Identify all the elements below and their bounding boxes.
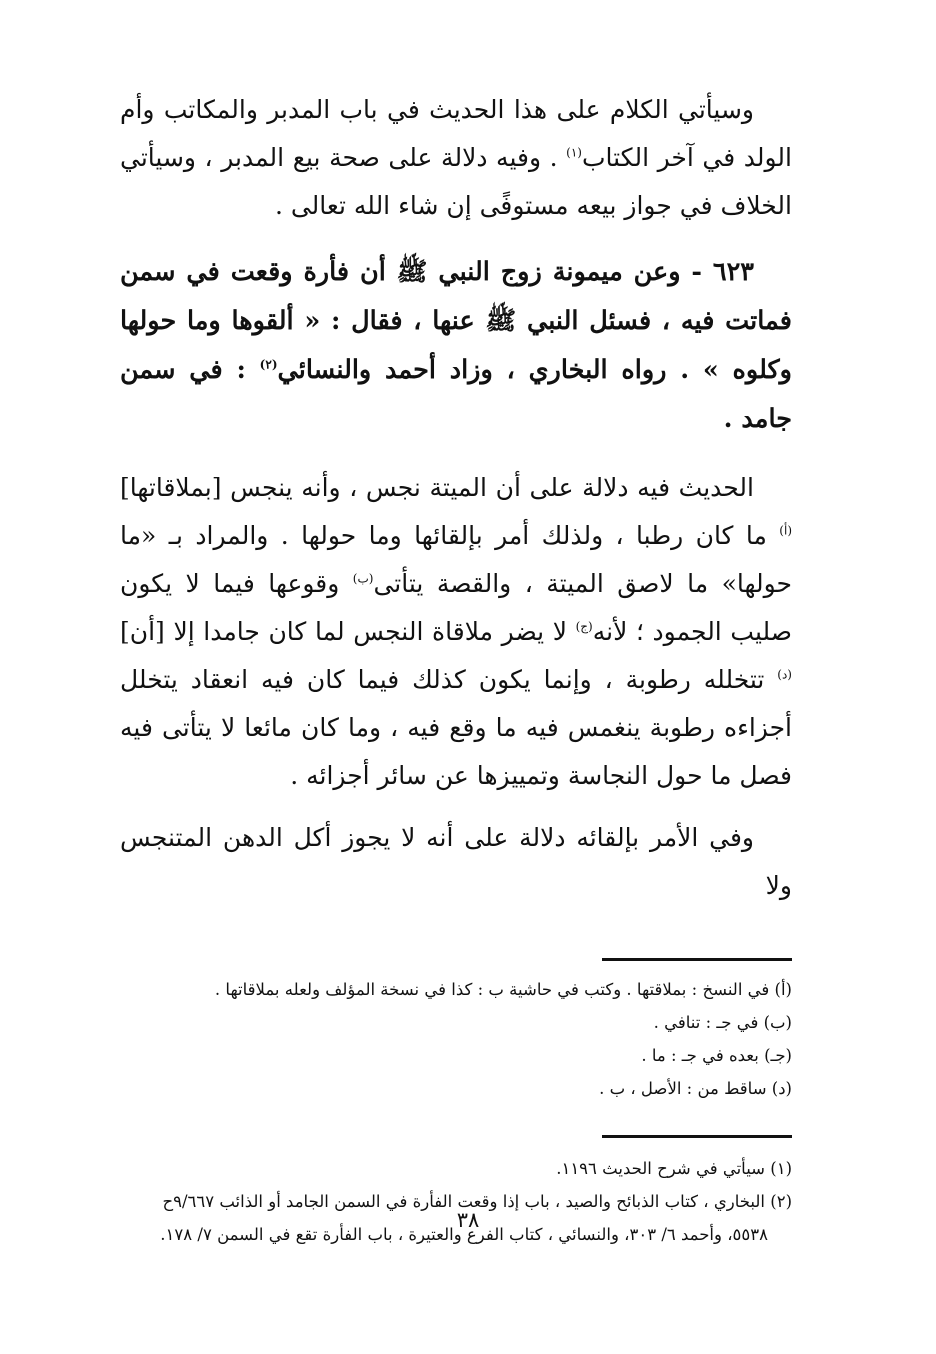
paragraph-text: تتخلله رطوبة ، وإنما يكون كذلك فيما كان فيه انعقاد يتخلل أجزاءه رطوبة ينغمس فيه ما وقع فيه ، وما كان مائعا لا يتأتى فيه فصل ما حول النجاسة وتمييزها عن سائر أجزائه .: [120, 665, 792, 790]
variant-note: (د) ساقط من : الأصل ، ب .: [599, 1079, 792, 1098]
footnote-divider: [602, 1135, 792, 1138]
variant-note: (ب) في جـ : تنافي .: [653, 1013, 792, 1032]
paragraph-text: لا يضر ملاقاة النجس لما كان جامدا إلا [أن]: [120, 617, 576, 646]
source-note-continuation: ٥٥٣٨، وأحمد ٦/ ٣٠٣، والنسائي ، كتاب الفرع والعتيرة ، باب الفأرة تقع في السمن ٧/ ١٧٨.: [160, 1225, 768, 1244]
variant-note: (أ) في النسخ : بملاقتها . وكتب في حاشية ب : كذا في نسخة المؤلف ولعله بملاقاتها .: [214, 980, 792, 999]
commentary-paragraph-2: [120, 464, 792, 800]
hadith-body: ٦٢٣ - وعن ميمونة زوج النبي ﷺ أن فأرة وقعت في سمن فماتت فيه ، فسئل النبي ﷺ عنها ، فقال : « ألقوها وما حولها وكلوه » . رواه البخاري ، وزاد أحمد والنسائي: [120, 257, 792, 385]
hadith-body: : في سمن جامد .: [120, 355, 792, 434]
page-number: ٣٨: [456, 1208, 480, 1232]
variant-notes: [120, 973, 792, 1105]
paragraph-text: . وفيه دلالة على صحة بيع المدبر ، وسيأتي الخلاف في جواز بيعه مستوفًى إن شاء الله تعالى .: [120, 143, 792, 220]
page-content: [120, 86, 792, 1251]
paragraph-text: وقوعها فيما لا يكون صليب الجمود ؛ لأنه: [120, 569, 792, 646]
hadith-text: [120, 248, 792, 444]
paragraph-text: وسيأتي الكلام على هذا الحديث في باب المدبر والمكاتب وأم الولد في آخر الكتاب: [120, 95, 792, 172]
source-note: (٢) البخاري ، كتاب الذبائح والصيد ، باب إذا وقعت الفأرة في السمن الجامد أو الذائب ٩/٦٦٧ح: [162, 1192, 792, 1211]
paragraph-text: ما كان رطبا ، ولذلك أمر بإلقائها وما حولها . والمراد بـ «ما حولها» ما لاصق الميتة ، والقصة يتأتى: [120, 521, 792, 598]
variant-note: (جـ) بعده في جـ : ما .: [641, 1046, 792, 1065]
footnote-ref-1[interactable]: (١): [566, 145, 582, 160]
commentary-paragraph-1: [120, 86, 792, 230]
variant-ref-c[interactable]: (ج): [575, 619, 593, 634]
footnote-divider: [602, 958, 792, 961]
paragraph-text: الحديث فيه دلالة على أن الميتة نجس ، وأنه ينجس [بملاقاتها]: [120, 473, 754, 502]
commentary-paragraph-3: وفي الأمر بإلقائه دلالة على أنه لا يجوز أكل الدهن المتنجس ولا: [120, 823, 792, 900]
footnote-ref-2[interactable]: (٢): [259, 357, 278, 372]
variant-ref-d[interactable]: (د): [777, 667, 792, 682]
variant-ref-a[interactable]: (أ): [779, 523, 792, 538]
source-notes: [120, 1152, 792, 1251]
variant-ref-b[interactable]: (ب): [352, 571, 374, 586]
source-note: (١) سيأتي في شرح الحديث ١١٩٦.: [556, 1159, 792, 1178]
